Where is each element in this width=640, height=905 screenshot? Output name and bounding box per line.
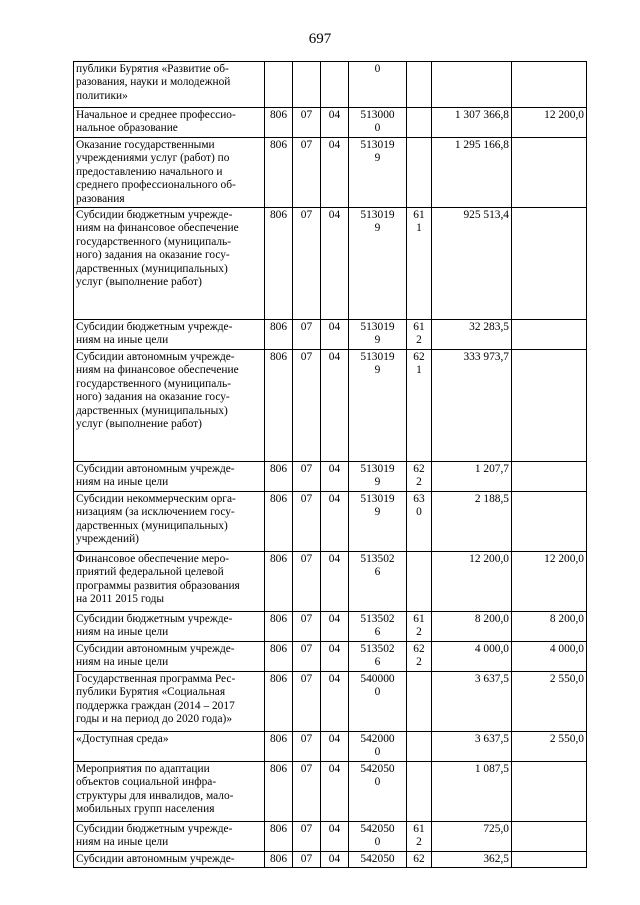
expense-type-cell: 63 0 — [407, 492, 432, 552]
section-code-cell: 07 — [293, 492, 321, 552]
table-row — [74, 672, 587, 732]
amount-federal-cell — [512, 320, 587, 350]
amount-federal-cell: 4 000,0 — [512, 642, 587, 672]
amount-total-cell: 3 637,5 — [432, 732, 512, 762]
subsection-code-cell: 04 — [321, 612, 349, 642]
item-name-cell: Субсидии автономным учрежде- — [74, 852, 265, 868]
amount-total-cell: 1 295 166,8 — [432, 138, 512, 208]
grbs-code-cell: 806 — [265, 642, 293, 672]
expense-type-cell: 61 1 — [407, 208, 432, 320]
amount-federal-cell — [512, 138, 587, 208]
item-name-cell: Начальное и среднее профессио- нальное образование — [74, 108, 265, 138]
table-row — [74, 108, 587, 138]
amount-total-cell: 32 283,5 — [432, 320, 512, 350]
target-article-cell: 513502 6 — [349, 642, 407, 672]
table-row — [74, 462, 587, 492]
grbs-code-cell: 806 — [265, 320, 293, 350]
subsection-code-cell: 04 — [321, 672, 349, 732]
amount-federal-cell: 2 550,0 — [512, 672, 587, 732]
table-row — [74, 612, 587, 642]
expense-type-cell: 61 2 — [407, 320, 432, 350]
expense-type-cell — [407, 672, 432, 732]
amount-total-cell: 3 637,5 — [432, 672, 512, 732]
expense-type-cell — [407, 552, 432, 612]
budget-table-body — [74, 62, 587, 868]
table-row — [74, 208, 587, 320]
section-code-cell — [293, 62, 321, 108]
expense-type-cell: 62 2 — [407, 462, 432, 492]
amount-federal-cell: 8 200,0 — [512, 612, 587, 642]
amount-total-cell: 1 307 366,8 — [432, 108, 512, 138]
amount-total-cell: 362,5 — [432, 852, 512, 868]
grbs-code-cell: 806 — [265, 350, 293, 462]
target-article-cell: 513502 6 — [349, 612, 407, 642]
item-name-cell: Субсидии автономным учрежде- ниям на иные цели — [74, 462, 265, 492]
section-code-cell: 07 — [293, 852, 321, 868]
expense-type-cell: 61 2 — [407, 612, 432, 642]
subsection-code-cell: 04 — [321, 138, 349, 208]
item-name-cell: Субсидии автономным учрежде- ниям на финансовое обеспечение государственного (муниципаль- ного) задания на оказание госу- дарственных (муниципальных) услуг (выполнение работ) — [74, 350, 265, 462]
section-code-cell: 07 — [293, 762, 321, 822]
table-row — [74, 762, 587, 822]
table-row — [74, 642, 587, 672]
item-name-cell: Государственная программа Рес- публики Бурятия «Социальная поддержка граждан (2014 – 2017 годы и на период до 2020 года)» — [74, 672, 265, 732]
subsection-code-cell: 04 — [321, 822, 349, 852]
subsection-code-cell: 04 — [321, 852, 349, 868]
target-article-cell: 513502 6 — [349, 552, 407, 612]
grbs-code-cell: 806 — [265, 462, 293, 492]
subsection-code-cell: 04 — [321, 320, 349, 350]
amount-total-cell: 1 207,7 — [432, 462, 512, 492]
item-name-cell: Субсидии бюджетным учрежде- ниям на финансовое обеспечение государственного (муниципаль- ного) задания на оказание госу- дарственных (муниципальных) услуг (выполнение работ) — [74, 208, 265, 320]
item-name-cell: Субсидии бюджетным учрежде- ниям на иные цели — [74, 320, 265, 350]
target-article-cell: 542050 0 — [349, 822, 407, 852]
amount-total-cell: 12 200,0 — [432, 552, 512, 612]
item-name-cell: Финансовое обеспечение меро- приятий федеральной целевой программы развития образования на 2011 2015 годы — [74, 552, 265, 612]
subsection-code-cell: 04 — [321, 762, 349, 822]
subsection-code-cell: 04 — [321, 462, 349, 492]
section-code-cell: 07 — [293, 108, 321, 138]
section-code-cell: 07 — [293, 612, 321, 642]
table-row — [74, 732, 587, 762]
grbs-code-cell: 806 — [265, 732, 293, 762]
section-code-cell: 07 — [293, 462, 321, 492]
subsection-code-cell: 04 — [321, 208, 349, 320]
amount-total-cell: 8 200,0 — [432, 612, 512, 642]
amount-federal-cell — [512, 762, 587, 822]
target-article-cell: 513019 9 — [349, 492, 407, 552]
amount-federal-cell — [512, 462, 587, 492]
target-article-cell: 513019 9 — [349, 462, 407, 492]
item-name-cell: «Доступная среда» — [74, 732, 265, 762]
target-article-cell: 542050 — [349, 852, 407, 868]
target-article-cell: 513019 9 — [349, 350, 407, 462]
table-row — [74, 350, 587, 462]
target-article-cell: 513019 9 — [349, 320, 407, 350]
subsection-code-cell: 04 — [321, 492, 349, 552]
section-code-cell: 07 — [293, 320, 321, 350]
grbs-code-cell: 806 — [265, 138, 293, 208]
amount-federal-cell: 2 550,0 — [512, 732, 587, 762]
grbs-code-cell: 806 — [265, 108, 293, 138]
amount-federal-cell: 12 200,0 — [512, 108, 587, 138]
page-number: 697 — [308, 31, 332, 47]
item-name-cell: публики Бурятия «Развитие об- разования, науки и молодежной политики» — [74, 62, 265, 108]
amount-total-cell: 333 973,7 — [432, 350, 512, 462]
subsection-code-cell: 04 — [321, 108, 349, 138]
target-article-cell: 542000 0 — [349, 732, 407, 762]
expense-type-cell: 62 — [407, 852, 432, 868]
amount-total-cell: 1 087,5 — [432, 762, 512, 822]
amount-federal-cell — [512, 208, 587, 320]
section-code-cell: 07 — [293, 822, 321, 852]
section-code-cell: 07 — [293, 732, 321, 762]
grbs-code-cell: 806 — [265, 822, 293, 852]
expense-type-cell — [407, 762, 432, 822]
subsection-code-cell: 04 — [321, 642, 349, 672]
budget-table — [73, 61, 587, 868]
section-code-cell: 07 — [293, 138, 321, 208]
table-row — [74, 138, 587, 208]
amount-federal-cell — [512, 350, 587, 462]
grbs-code-cell — [265, 62, 293, 108]
section-code-cell: 07 — [293, 672, 321, 732]
grbs-code-cell: 806 — [265, 672, 293, 732]
item-name-cell: Субсидии некоммерческим орга- низациям (за исключением госу- дарственных (муниципальных) учреждений) — [74, 492, 265, 552]
subsection-code-cell: 04 — [321, 732, 349, 762]
target-article-cell: 513019 9 — [349, 138, 407, 208]
expense-type-cell — [407, 138, 432, 208]
table-row — [74, 552, 587, 612]
expense-type-cell: 62 1 — [407, 350, 432, 462]
item-name-cell: Субсидии бюджетным учрежде- ниям на иные цели — [74, 822, 265, 852]
item-name-cell: Субсидии автономным учрежде- ниям на иные цели — [74, 642, 265, 672]
expense-type-cell: 61 2 — [407, 822, 432, 852]
amount-federal-cell: 12 200,0 — [512, 552, 587, 612]
item-name-cell: Мероприятия по адаптации объектов социальной инфра- структуры для инвалидов, мало- мобильных групп населения — [74, 762, 265, 822]
item-name-cell: Оказание государственными учреждениями услуг (работ) по предоставлению начального и среднего профессионального об- разования — [74, 138, 265, 208]
grbs-code-cell: 806 — [265, 208, 293, 320]
table-row — [74, 320, 587, 350]
target-article-cell: 542050 0 — [349, 762, 407, 822]
target-article-cell: 540000 0 — [349, 672, 407, 732]
subsection-code-cell: 04 — [321, 552, 349, 612]
amount-total-cell: 725,0 — [432, 822, 512, 852]
grbs-code-cell: 806 — [265, 762, 293, 822]
target-article-cell: 0 — [349, 62, 407, 108]
item-name-cell: Субсидии бюджетным учрежде- ниям на иные цели — [74, 612, 265, 642]
expense-type-cell — [407, 62, 432, 108]
table-row — [74, 822, 587, 852]
amount-total-cell: 4 000,0 — [432, 642, 512, 672]
amount-federal-cell — [512, 822, 587, 852]
section-code-cell: 07 — [293, 208, 321, 320]
subsection-code-cell: 04 — [321, 350, 349, 462]
amount-federal-cell — [512, 492, 587, 552]
expense-type-cell — [407, 108, 432, 138]
amount-federal-cell — [512, 62, 587, 108]
target-article-cell: 513000 0 — [349, 108, 407, 138]
amount-total-cell: 925 513,4 — [432, 208, 512, 320]
amount-federal-cell — [512, 852, 587, 868]
amount-total-cell: 2 188,5 — [432, 492, 512, 552]
section-code-cell: 07 — [293, 552, 321, 612]
grbs-code-cell: 806 — [265, 492, 293, 552]
target-article-cell: 513019 9 — [349, 208, 407, 320]
subsection-code-cell — [321, 62, 349, 108]
grbs-code-cell: 806 — [265, 552, 293, 612]
table-row — [74, 62, 587, 108]
table-row — [74, 852, 587, 868]
amount-total-cell — [432, 62, 512, 108]
expense-type-cell — [407, 732, 432, 762]
section-code-cell: 07 — [293, 642, 321, 672]
grbs-code-cell: 806 — [265, 612, 293, 642]
section-code-cell: 07 — [293, 350, 321, 462]
expense-type-cell: 62 2 — [407, 642, 432, 672]
table-row — [74, 492, 587, 552]
grbs-code-cell: 806 — [265, 852, 293, 868]
